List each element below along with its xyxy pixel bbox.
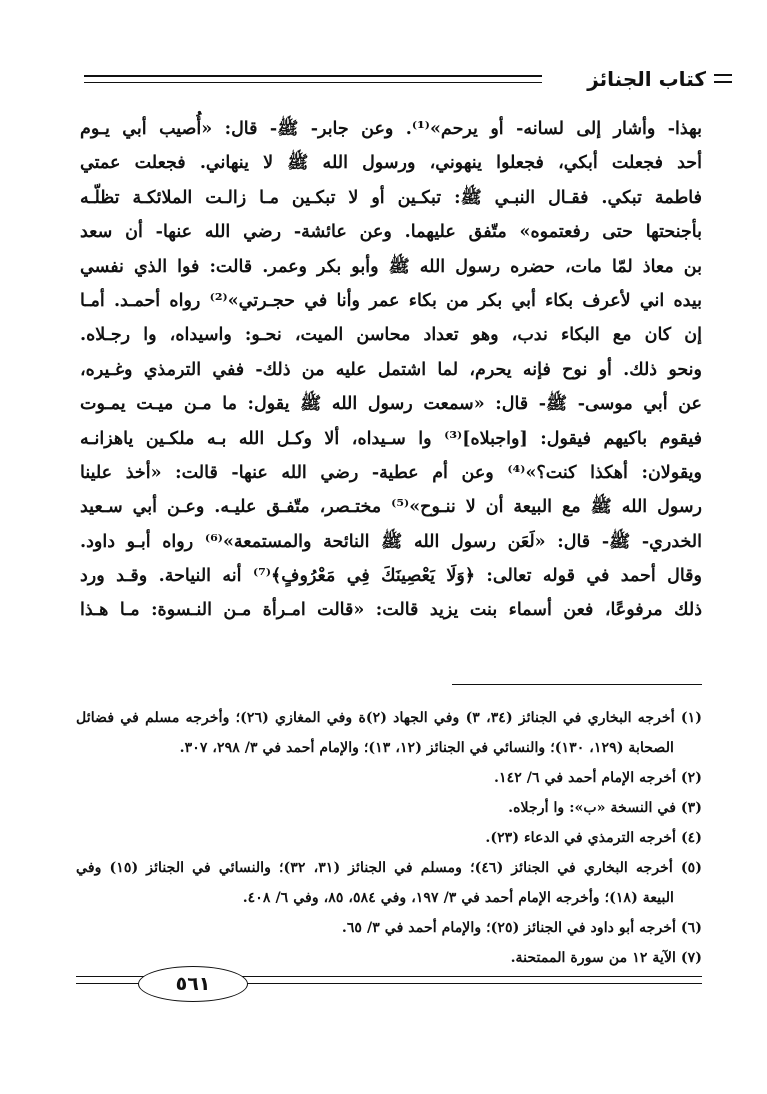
footnote: (٥) أخرجه البخاري في الجنائز (٤٦)؛ ومسلم في الجنائز (٣١، ٣٢)؛ والنسائي في الجنائز (١٥) وفي bbox=[76, 860, 702, 876]
text-line: أحد فجعلت أبكي، فجعلوا ينهوني، ورسول الله ﷺ لا ينهاني. فجعلت عمتي bbox=[80, 153, 702, 174]
text-line: فاطمة تبكي. فقـال النبـي ﷺ: تبكـين أو لا تبكـين مـا زالـت الملائكـة تظلّـه bbox=[80, 187, 702, 208]
footnote: (١) أخرجه البخاري في الجنائز (٣٤، ٣) وفي الجهاد (٢)ة وفي المغازي (٢٦)؛ وأخرجه مسلم في فضائل bbox=[76, 710, 702, 726]
footnote-continuation: البيعة (١٨)؛ وأخرجه الإمام أحمد في ٣/ ١٩٧، وفي ٥٨٤، ٨٥، وفي ٦/ ٤٠٨. bbox=[242, 890, 674, 906]
header-rule bbox=[84, 75, 542, 83]
footnote: (٧) الآية ١٢ من سورة الممتحنة. bbox=[510, 950, 702, 966]
text-line: بيده اني لأعرف بكاء أبي بكر من بكاء عمر وأنا في حجـرتي»⁽²⁾ رواه أحمـد. أمـا bbox=[80, 290, 702, 311]
text-line: فيقوم باكيهم فيقول: [واجبلاه]⁽³⁾ وا سـيداه، ألا وكـل الله بـه ملكـين ياهزانـه bbox=[80, 428, 702, 449]
text-line: ويقولان: أهكذا كنت؟»⁽⁴⁾ وعن أم عطية- رضي الله عنها- قالت: «أخذ علينا bbox=[80, 462, 703, 483]
header-ornament bbox=[714, 74, 732, 83]
main-text bbox=[80, 112, 702, 628]
text-line: بهذا- وأشار إلى لسانه- أو يرحم»⁽¹⁾. وعن جابر- ﷺ- قال: «أُصيب أبي يـوم bbox=[80, 119, 702, 139]
running-header bbox=[84, 62, 706, 96]
text-line: عن أبي موسى- ﷺ- قال: «سمعت رسول الله ﷺ يقول: ما مـن ميـت يمـوت bbox=[80, 394, 702, 415]
text-line: الخدري- ﷺ- قال: «لَعَن رسول الله ﷺ النائحة والمستمعة»⁽⁶⁾ رواه أبـو داود. bbox=[80, 531, 702, 552]
footnote: (٤) أخرجه الترمذي في الدعاء (٢٣). bbox=[485, 830, 702, 846]
text-line: ونحو ذلك. أو نوح فإنه يحرم، لما اشتمل عليه من ذلك- ففي الترمذي وغـيره، bbox=[80, 359, 702, 380]
text-line: وقال أحمد في قوله تعالى: ﴿وَلَا يَعْصِينَكَ فِي مَعْرُوفٍ﴾⁽⁷⁾ أنه النياحة. وقـد ورد bbox=[80, 566, 703, 587]
text-line: بأجنحتها حتى رفعتموه» متّفق عليهما. وعن عائشة- رضي الله عنها- أن سعد bbox=[80, 222, 702, 243]
page-number: ٥٦١ bbox=[138, 966, 248, 1002]
text-line: رسول الله ﷺ مع البيعة أن لا ننـوح»⁽⁵⁾ مختـصر، متّفـق عليـه. وعـن أبي سـعيد bbox=[80, 497, 702, 518]
text-line: ذلك مرفوعًا، فعن أسماء بنت يزيد قالت: «قالت امـرأة مـن النـسوة: مـا هـذا bbox=[80, 600, 702, 621]
footnote: (٢) أخرجه الإمام أحمد في ٦/ ١٤٢. bbox=[494, 770, 702, 786]
footnote-separator bbox=[452, 684, 702, 685]
text-line: بن معاذ لمّا مات، حضره رسول الله ﷺ وأبو بكر وعمر. قالت: فوا الذي نفسي bbox=[80, 256, 702, 277]
footnotes bbox=[76, 703, 702, 973]
text-line: إن كان مع البكاء ندب، وهو تعداد محاسن الميت، نحـو: واسيداه، وا رجـلاه. bbox=[80, 325, 702, 346]
footnote: (٣) في النسخة «ب»: وا أرجلاه. bbox=[508, 800, 702, 816]
chapter-title: كتاب الجنائز bbox=[587, 67, 706, 91]
footnote-continuation: الصحابة (١٢٩، ١٣٠)؛ والنسائي في الجنائز (١٢، ١٣)؛ والإمام أحمد في ٣/ ٢٩٨، ٣٠٧. bbox=[179, 740, 674, 756]
footnote: (٦) أخرجه أبو داود في الجنائز (٢٥)؛ والإمام أحمد في ٣/ ٦٥. bbox=[341, 920, 702, 936]
